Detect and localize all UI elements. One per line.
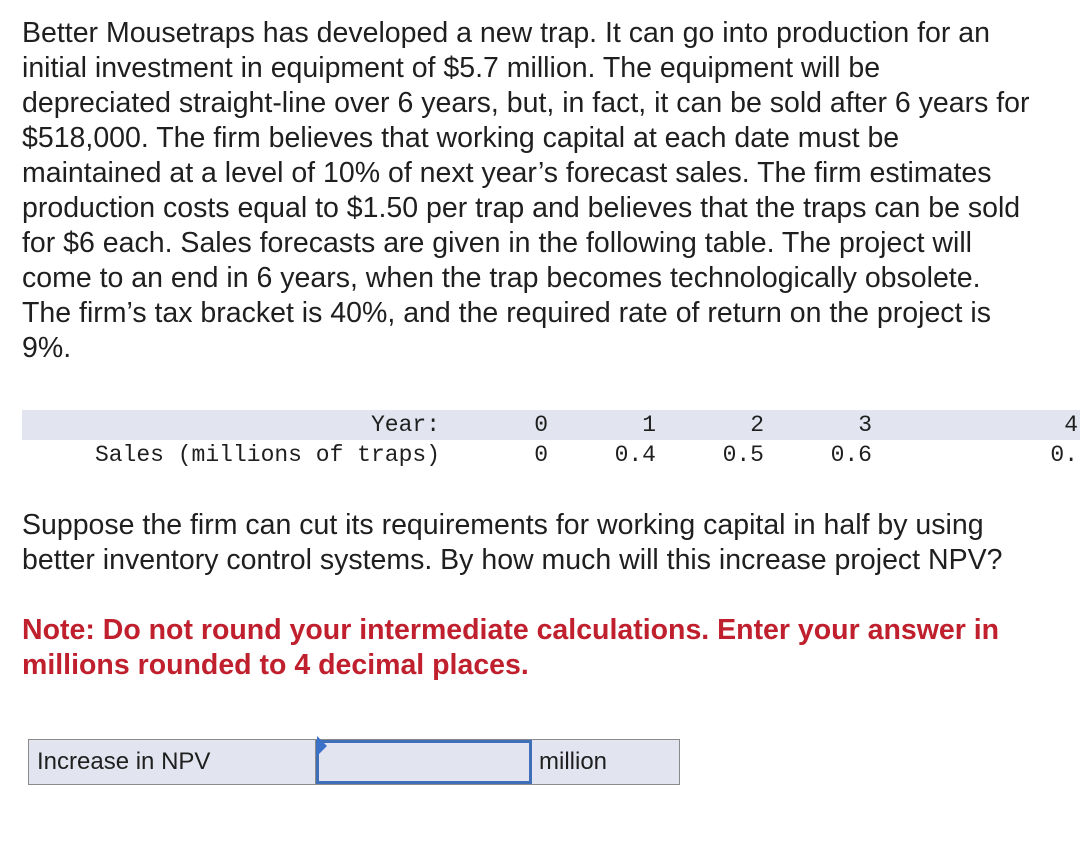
sales-forecast-table bbox=[22, 410, 1080, 470]
answer-input-wrapper bbox=[316, 739, 530, 785]
year-cell: 4 bbox=[872, 410, 1080, 440]
year-label: Year: bbox=[22, 410, 440, 440]
answer-row bbox=[28, 739, 680, 785]
year-cell: 1 bbox=[548, 410, 656, 440]
problem-statement: Better Mousetraps has developed a new trap. It can go into production for an initial investment in equipment of $5.7 million. The equipment will be depreciated straight-line over 6 years, but, in fact, it can be sold after 6 years for $518,000. The firm believes that working capital at each date must be maintained at a level of 10% of next year’s forecast sales. The firm estimates production costs equal to $1.50 per trap and believes that the traps can be sold for $6 each. Sales forecasts are given in the following table. The project will come to an end in 6 years, when the trap becomes technologically obsolete. The firm’s tax bracket is 40%, and the required rate of return on the project is 9%. bbox=[22, 17, 1030, 364]
sales-cell: 0. bbox=[1050, 442, 1078, 468]
table-row-sales bbox=[22, 440, 1080, 470]
question-text: Suppose the firm can cut its requirements for working capital in half by using better inventory control systems. By how much will this increase project NPV? bbox=[22, 509, 1003, 576]
increase-in-npv-input[interactable] bbox=[316, 740, 532, 784]
answer-unit: million bbox=[530, 739, 680, 785]
table-row-year bbox=[22, 410, 1080, 440]
flag-icon bbox=[317, 736, 327, 756]
sales-cell: 0 bbox=[534, 442, 548, 468]
sales-cell: 0.6 bbox=[830, 442, 872, 468]
sales-cell: 0.4 bbox=[614, 442, 656, 468]
sales-label: Sales (millions of traps) bbox=[94, 442, 440, 468]
answer-label: Increase in NPV bbox=[28, 739, 316, 785]
note-text: Note: Do not round your intermediate calculations. Enter your answer in millions rounded to 4 decimal places. bbox=[22, 614, 1000, 681]
year-cell: 0 bbox=[440, 410, 548, 440]
sales-cell: 0.5 bbox=[722, 442, 764, 468]
year-cell: 2 bbox=[656, 410, 764, 440]
year-cell: 3 bbox=[764, 410, 872, 440]
